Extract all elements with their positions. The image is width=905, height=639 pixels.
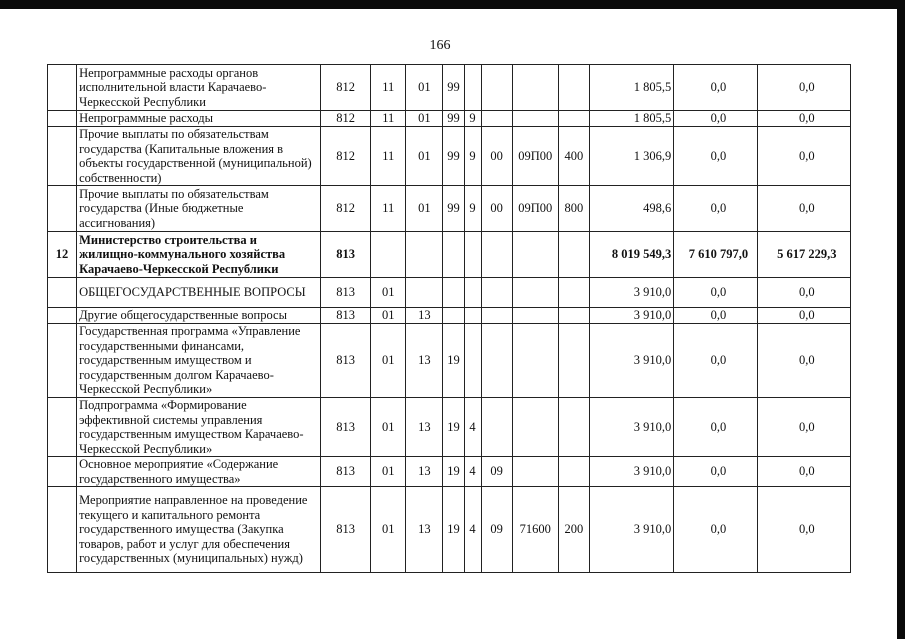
table-row xyxy=(48,487,851,573)
row-amount-year3: 0,0 xyxy=(757,111,850,127)
row-amount-year1: 3 910,0 xyxy=(589,457,673,487)
row-event-code: 00 xyxy=(481,186,512,232)
row-amount-year3: 0,0 xyxy=(757,457,850,487)
row-name: ОБЩЕГОСУДАРСТВЕННЫЕ ВОПРОСЫ xyxy=(77,278,321,308)
row-subprogram-code xyxy=(464,278,481,308)
row-name: Непрограммные расходы xyxy=(77,111,321,127)
row-amount-year2: 0,0 xyxy=(674,186,757,232)
row-subprogram-code xyxy=(464,324,481,398)
row-number xyxy=(48,278,77,308)
row-admin-code: 812 xyxy=(321,186,371,232)
row-event-code: 09 xyxy=(481,457,512,487)
row-subprogram-code: 4 xyxy=(464,398,481,457)
scan-right-edge xyxy=(897,0,905,639)
row-event-code xyxy=(481,308,512,324)
row-number xyxy=(48,487,77,573)
row-name: Основное мероприятие «Содержание государственного имущества» xyxy=(77,457,321,487)
row-subsection: 13 xyxy=(406,324,443,398)
row-expense-type xyxy=(558,278,589,308)
row-name: Другие общегосударственные вопросы xyxy=(77,308,321,324)
row-subprogram-code: 9 xyxy=(464,127,481,186)
table-row xyxy=(48,398,851,457)
row-direction-code: 09П00 xyxy=(512,127,558,186)
row-name: Мероприятие направленное на проведение текущего и капитального ремонта государственного имущества (Закупка товаров, работ и услуг для обеспечения государственных (муниципальных) нужд) xyxy=(77,487,321,573)
row-amount-year3: 0,0 xyxy=(757,398,850,457)
table-row xyxy=(48,111,851,127)
row-number: 12 xyxy=(48,232,77,278)
row-subsection: 01 xyxy=(406,111,443,127)
row-amount-year1: 498,6 xyxy=(589,186,673,232)
row-section: 01 xyxy=(371,457,406,487)
row-number xyxy=(48,127,77,186)
row-direction-code: 09П00 xyxy=(512,186,558,232)
table-row xyxy=(48,232,851,278)
row-subsection xyxy=(406,278,443,308)
row-subsection: 01 xyxy=(406,186,443,232)
row-amount-year2: 0,0 xyxy=(674,324,757,398)
row-direction-code xyxy=(512,398,558,457)
row-section: 11 xyxy=(371,111,406,127)
row-program-code: 19 xyxy=(443,487,464,573)
row-number xyxy=(48,111,77,127)
row-amount-year1: 3 910,0 xyxy=(589,324,673,398)
row-program-code: 19 xyxy=(443,324,464,398)
table-row xyxy=(48,308,851,324)
row-event-code xyxy=(481,232,512,278)
row-expense-type: 800 xyxy=(558,186,589,232)
row-number xyxy=(48,65,77,111)
row-amount-year3: 0,0 xyxy=(757,487,850,573)
row-direction-code xyxy=(512,232,558,278)
row-subsection: 13 xyxy=(406,308,443,324)
row-subprogram-code: 9 xyxy=(464,111,481,127)
row-section: 11 xyxy=(371,186,406,232)
row-amount-year2: 0,0 xyxy=(674,127,757,186)
row-number xyxy=(48,186,77,232)
row-section: 01 xyxy=(371,278,406,308)
row-amount-year1: 1 805,5 xyxy=(589,65,673,111)
row-amount-year1: 8 019 549,3 xyxy=(589,232,673,278)
row-number xyxy=(48,398,77,457)
row-event-code xyxy=(481,324,512,398)
scan-top-edge xyxy=(0,0,905,9)
row-section: 11 xyxy=(371,127,406,186)
row-section: 01 xyxy=(371,324,406,398)
row-amount-year1: 1 306,9 xyxy=(589,127,673,186)
row-expense-type xyxy=(558,232,589,278)
row-subprogram-code: 4 xyxy=(464,487,481,573)
row-direction-code: 71600 xyxy=(512,487,558,573)
row-amount-year2: 0,0 xyxy=(674,398,757,457)
row-admin-code: 813 xyxy=(321,398,371,457)
row-admin-code: 813 xyxy=(321,487,371,573)
row-direction-code xyxy=(512,278,558,308)
row-amount-year3: 0,0 xyxy=(757,278,850,308)
row-section: 11 xyxy=(371,65,406,111)
row-number xyxy=(48,324,77,398)
row-subsection: 01 xyxy=(406,65,443,111)
row-event-code: 09 xyxy=(481,487,512,573)
row-subsection: 13 xyxy=(406,487,443,573)
row-event-code xyxy=(481,111,512,127)
row-name: Подпрограмма «Формирование эффективной системы управления государственным имуществом Карачаево-Черкесской Республики» xyxy=(77,398,321,457)
row-name: Непрограммные расходы органов исполнительной власти Карачаево-Черкесской Республики xyxy=(77,65,321,111)
row-name: Государственная программа «Управление государственными финансами, государственным имуществом и государственным долгом Карачаево-Черкесской Республики» xyxy=(77,324,321,398)
table-row xyxy=(48,127,851,186)
row-admin-code: 813 xyxy=(321,457,371,487)
row-section: 01 xyxy=(371,487,406,573)
row-amount-year1: 3 910,0 xyxy=(589,278,673,308)
row-number xyxy=(48,457,77,487)
row-subsection: 01 xyxy=(406,127,443,186)
row-program-code: 99 xyxy=(443,65,464,111)
row-event-code xyxy=(481,398,512,457)
row-program-code: 99 xyxy=(443,186,464,232)
budget-table xyxy=(47,64,851,573)
row-expense-type xyxy=(558,398,589,457)
row-amount-year2: 0,0 xyxy=(674,111,757,127)
row-admin-code: 813 xyxy=(321,324,371,398)
row-admin-code: 813 xyxy=(321,232,371,278)
row-subsection: 13 xyxy=(406,457,443,487)
row-name: Прочие выплаты по обязательствам государства (Капитальные вложения в объекты государственной (муниципальной) собственности) xyxy=(77,127,321,186)
row-expense-type xyxy=(558,457,589,487)
row-amount-year2: 0,0 xyxy=(674,308,757,324)
row-admin-code: 813 xyxy=(321,308,371,324)
row-subprogram-code xyxy=(464,232,481,278)
row-subprogram-code xyxy=(464,308,481,324)
row-event-code xyxy=(481,65,512,111)
row-amount-year1: 3 910,0 xyxy=(589,487,673,573)
row-name: Министерство строительства и жилищно-коммунального хозяйства Карачаево-Черкесской Республики xyxy=(77,232,321,278)
row-admin-code: 813 xyxy=(321,278,371,308)
table-row xyxy=(48,457,851,487)
row-section: 01 xyxy=(371,308,406,324)
row-number xyxy=(48,308,77,324)
row-program-code: 19 xyxy=(443,457,464,487)
row-amount-year3: 5 617 229,3 xyxy=(757,232,850,278)
row-amount-year2: 0,0 xyxy=(674,457,757,487)
row-direction-code xyxy=(512,457,558,487)
row-expense-type xyxy=(558,111,589,127)
row-direction-code xyxy=(512,308,558,324)
row-name: Прочие выплаты по обязательствам государства (Иные бюджетные ассигнования) xyxy=(77,186,321,232)
row-expense-type: 400 xyxy=(558,127,589,186)
row-program-code xyxy=(443,232,464,278)
row-amount-year3: 0,0 xyxy=(757,127,850,186)
row-amount-year1: 3 910,0 xyxy=(589,398,673,457)
row-program-code: 19 xyxy=(443,398,464,457)
row-subsection: 13 xyxy=(406,398,443,457)
row-amount-year3: 0,0 xyxy=(757,65,850,111)
row-amount-year2: 0,0 xyxy=(674,278,757,308)
row-amount-year3: 0,0 xyxy=(757,324,850,398)
row-program-code: 99 xyxy=(443,127,464,186)
row-admin-code: 812 xyxy=(321,65,371,111)
row-amount-year3: 0,0 xyxy=(757,186,850,232)
row-amount-year2: 7 610 797,0 xyxy=(674,232,757,278)
row-amount-year1: 3 910,0 xyxy=(589,308,673,324)
row-section xyxy=(371,232,406,278)
row-amount-year3: 0,0 xyxy=(757,308,850,324)
row-program-code: 99 xyxy=(443,111,464,127)
row-direction-code xyxy=(512,65,558,111)
table-row xyxy=(48,186,851,232)
row-amount-year1: 1 805,5 xyxy=(589,111,673,127)
row-amount-year2: 0,0 xyxy=(674,65,757,111)
row-section: 01 xyxy=(371,398,406,457)
table-row xyxy=(48,278,851,308)
row-program-code xyxy=(443,278,464,308)
row-subprogram-code: 4 xyxy=(464,457,481,487)
row-event-code: 00 xyxy=(481,127,512,186)
row-direction-code xyxy=(512,111,558,127)
row-admin-code: 812 xyxy=(321,111,371,127)
row-admin-code: 812 xyxy=(321,127,371,186)
row-subprogram-code: 9 xyxy=(464,186,481,232)
row-program-code xyxy=(443,308,464,324)
row-subprogram-code xyxy=(464,65,481,111)
row-subsection xyxy=(406,232,443,278)
row-expense-type xyxy=(558,324,589,398)
page-number: 166 xyxy=(429,38,451,53)
row-expense-type: 200 xyxy=(558,487,589,573)
table-row xyxy=(48,324,851,398)
row-direction-code xyxy=(512,324,558,398)
row-expense-type xyxy=(558,65,589,111)
table-row xyxy=(48,65,851,111)
row-expense-type xyxy=(558,308,589,324)
row-amount-year2: 0,0 xyxy=(674,487,757,573)
row-event-code xyxy=(481,278,512,308)
